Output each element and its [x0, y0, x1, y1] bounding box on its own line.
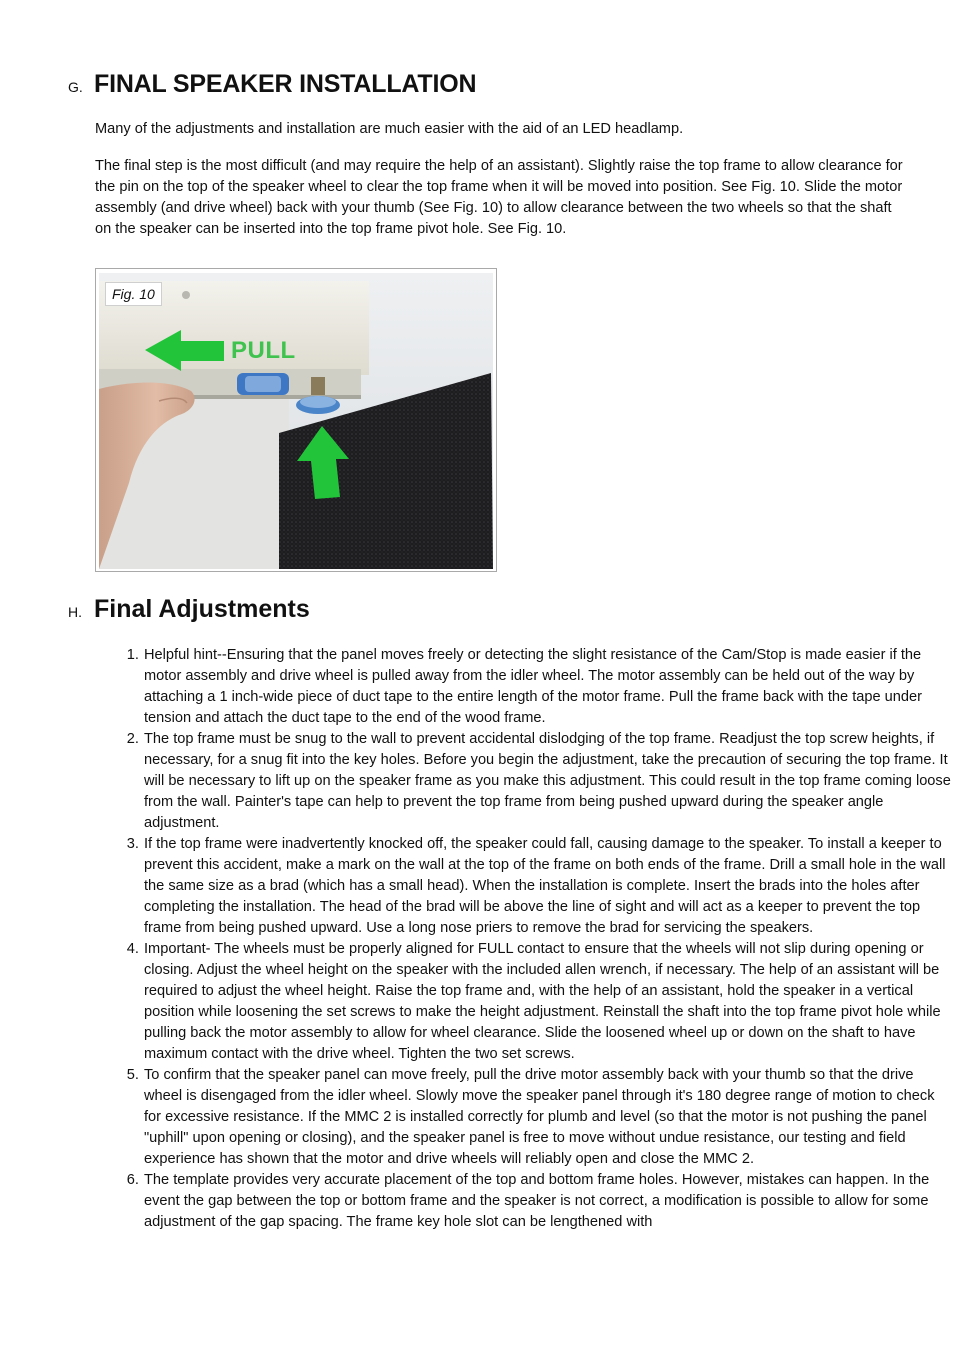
list-item: 1. Helpful hint--Ensuring that the panel moves freely or detecting the slight resistance of the Cam/Stop is made easier if the motor assembly and drive wheel is pulled away from the idler wheel. The motor assembly can be held out of the way by attaching a 1 inch-wide piece of duct tape to the entire length of the motor frame. Pull the frame back with the tape under tension and attach the duct tape to the end of the wood frame.: [143, 645, 953, 729]
fig-10-pull-text: PULL: [231, 337, 296, 364]
section-g-paragraph-1: Many of the adjustments and installation are much easier with the aid of an LED headlamp.: [95, 121, 684, 137]
section-h-heading: [68, 595, 310, 624]
list-item: 6. The template provides very accurate placement of the top and bottom frame holes. However, mistakes can happen. In the event the gap between the top or bottom frame and the speaker is not correct, a modification is possible to allow for some adjustment of the gap spacing. The frame key hole slot can be lengthened with: [143, 1170, 953, 1233]
section-g-heading: [68, 70, 476, 99]
fig-10-label: Fig. 10: [105, 282, 162, 306]
figure-10: [95, 268, 497, 572]
section-g-title: FINAL SPEAKER INSTALLATION: [94, 70, 477, 98]
section-g-paragraph-2: The final step is the most difficult (and may require the help of an assistant). Slightly raise the top frame to allow clearance for the pin on the top of the speaker wheel to clear the top frame when it will be moved into position. See Fig. 10. Slide the motor assembly (and drive wheel) back with your thumb (See Fig. 10) to allow clearance between the two wheels so that the shaft on the speaker can be inserted into the top frame pivot hole. See Fig. 10.: [95, 158, 903, 237]
section-g-letter: G.: [68, 79, 83, 95]
list-item: 3. If the top frame were inadvertently knocked off, the speaker could fall, causing damage to the speaker. To install a keeper to prevent this accident, make a mark on the wall at the top of the frame on both ends of the frame. Drill a small hole in the wall the same size as a brad (which has a small head). When the installation is complete. Insert the brads into the holes after completing the installation. The head of the brad will be above the line of sight and will act as a keeper to prevent the top frame from being pushed upward. Use a long nose priers to remove the brad for servicing the speakers.: [143, 834, 953, 939]
adjustments-list: [95, 645, 953, 1233]
list-item: 2. The top frame must be snug to the wall to prevent accidental dislodging of the top frame. Readjust the top screw heights, if necessary, for a snug fit into the key holes. Before you begin the adjustment, take the precaution of securing the top frame. It will be necessary to lift up on the speaker frame as you make this adjustment. This could result in the top frame coming loose from the wall. Painter's tape can help to prevent the top frame from being pushed upward during the speaker angle adjustment.: [143, 729, 953, 834]
list-item: 5. To confirm that the speaker panel can move freely, pull the drive motor assembly back with your thumb so that the drive wheel is disengaged from the idler wheel. Slowly move the speaker panel through it's 180 degree range of motion to check for excessive resistance. If the MMC 2 is installed correctly for plumb and level (so that the motor is not pushing the panel "uphill" upon opening or closing), and the speaker panel is free to move without undue resistance, our testing and field experience has shown that the motor and drive wheels will reliably open and close the MMC 2.: [143, 1065, 953, 1170]
fig-10-photo: [99, 273, 493, 569]
section-h-letter: H.: [68, 604, 82, 620]
list-item: 4. Important- The wheels must be properly aligned for FULL contact to ensure that the wheels will not slip during opening or closing. Adjust the wheel height on the speaker with the included allen wrench, if necessary. The help of an assistant will be required to adjust the wheel height. Raise the top frame and, with the help of an assistant, hold the speaker in a vertical position while loosening the set screws to make the height adjustment. Reinstall the shaft into the top frame pivot hole while pulling back the motor assembly to allow for wheel clearance. Slide the loosened wheel up or down on the shaft to have maximum contact with the drive wheel. Tighten the two set screws.: [143, 939, 953, 1065]
section-h-title: Final Adjustments: [94, 595, 310, 623]
